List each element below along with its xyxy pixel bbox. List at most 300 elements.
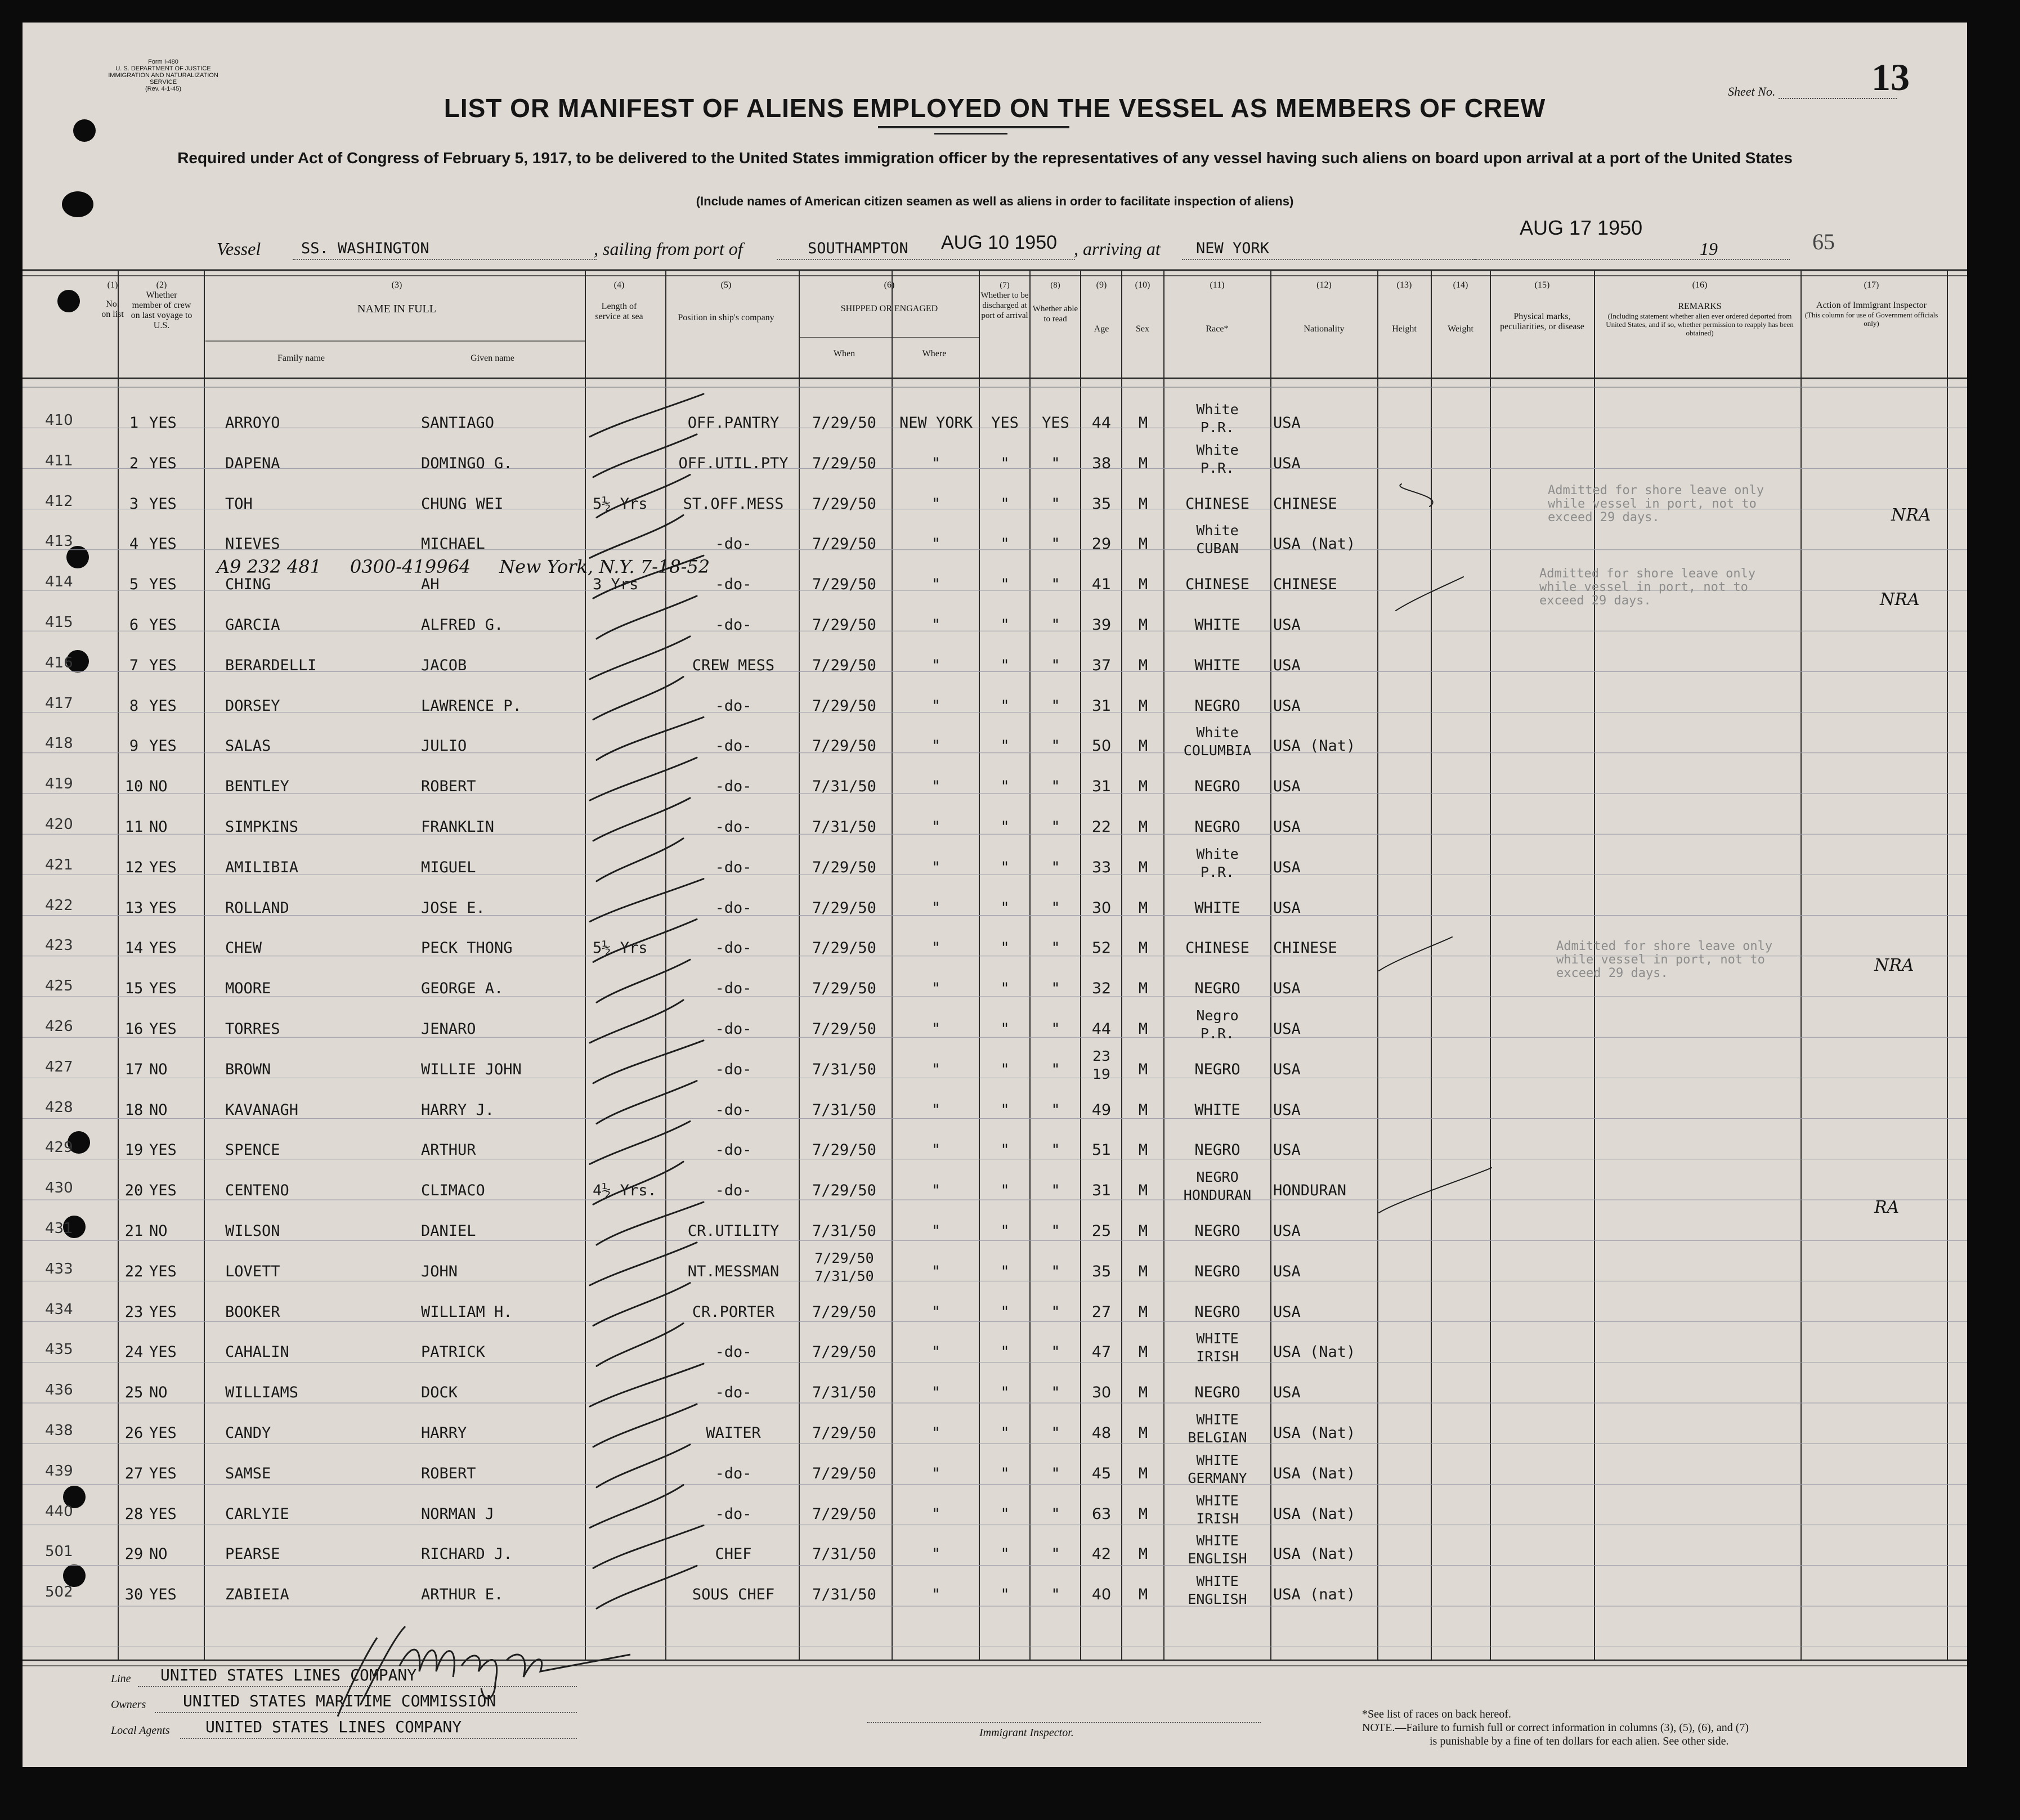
cell-when: 7/29/50: [812, 1182, 876, 1200]
cell-race: NEGRO: [1194, 778, 1240, 796]
cell-family: BENTLEY: [225, 778, 289, 796]
arriving-label: , arriving at: [1074, 239, 1161, 259]
cell-nationality: HONDURAN: [1273, 1182, 1347, 1200]
col-header-6-when: When: [833, 349, 856, 358]
cell-prev: YES: [149, 1262, 177, 1280]
cell-sex: M: [1138, 1424, 1148, 1442]
cell-where: ": [931, 1141, 941, 1159]
cell-family: LOVETT: [225, 1262, 280, 1280]
cell-age: 44: [1091, 414, 1112, 432]
remarks-note: Admitted for shore leave only while vessel in port, not to exceed 29 days.: [1539, 567, 1756, 608]
cell-race: Negro P.R.: [1196, 1007, 1239, 1042]
cell-given: HARRY J.: [421, 1101, 495, 1119]
cell-discharged: ": [1000, 899, 1010, 917]
cell-no: 17: [124, 1060, 144, 1078]
cell-where: ": [931, 1505, 941, 1523]
cell-sex: M: [1138, 1384, 1148, 1402]
cell-position: -do-: [715, 737, 752, 755]
cell-no: 28: [124, 1505, 144, 1523]
cell-sex: M: [1138, 1343, 1148, 1361]
cell-nationality: USA: [1273, 1303, 1301, 1321]
cell-read: ": [1051, 1303, 1060, 1321]
cell-discharged: ": [1000, 697, 1010, 715]
cell-where: ": [931, 737, 941, 755]
margin-number: 436: [45, 1382, 73, 1399]
cell-discharged: ": [1000, 737, 1010, 755]
owners-value: UNITED STATES MARITIME COMMISSION: [183, 1692, 496, 1710]
cell-age: 33: [1091, 858, 1112, 876]
cell-when: 7/31/50: [812, 1060, 876, 1078]
cell-no: 20: [124, 1182, 144, 1200]
cell-nationality: USA: [1273, 697, 1301, 715]
col-header-15: (15) Physical marks, peculiarities, or disease: [1500, 280, 1584, 331]
cell-when: 7/29/50: [812, 939, 876, 957]
sailing-stamp: AUG 10 1950: [941, 232, 1058, 253]
cell-race: WHITE: [1194, 1101, 1240, 1119]
cell-prev: YES: [149, 1343, 177, 1361]
cell-no: 26: [124, 1424, 144, 1442]
cell-sex: M: [1138, 576, 1148, 594]
cell-where: ": [931, 1464, 941, 1482]
cell-no: 27: [124, 1464, 144, 1482]
cell-race: White P.R.: [1196, 401, 1239, 436]
cell-discharged: ": [1000, 535, 1010, 553]
cell-family: TORRES: [225, 1020, 280, 1038]
penalty-note-cont: is punishable by a fine of ten dollars for each alien. See other side.: [1430, 1735, 1729, 1747]
cell-where: ": [931, 535, 941, 553]
cell-when: 7/29/50: [812, 1020, 876, 1038]
cell-position: CREW MESS: [692, 656, 775, 674]
cell-race: WHITE IRISH: [1196, 1330, 1239, 1365]
cell-no: 12: [124, 858, 144, 876]
cell-read: ": [1051, 778, 1060, 796]
cell-prev: YES: [149, 737, 177, 755]
cell-discharged: ": [1000, 818, 1010, 836]
cell-when: 7/31/50: [812, 778, 876, 796]
vessel-label: Vessel: [217, 239, 261, 259]
cell-read: ": [1051, 1020, 1060, 1038]
margin-number: 429: [45, 1139, 73, 1156]
cell-where: ": [931, 1060, 941, 1078]
cell-position: -do-: [715, 535, 752, 553]
cell-prev: YES: [149, 576, 177, 594]
col-header-7: (7) Whether to be discharged at port of arrival: [980, 281, 1029, 320]
cell-when: 7/29/50: [812, 616, 876, 634]
cell-given: LAWRENCE P.: [421, 697, 522, 715]
cell-when: 7/29/50: [812, 1505, 876, 1523]
cell-family: DORSEY: [225, 697, 280, 715]
cell-race: NEGRO: [1194, 1222, 1240, 1240]
cell-discharged: ": [1000, 454, 1010, 472]
cell-no: 15: [124, 980, 144, 998]
col-header-14: (14) Weight: [1448, 280, 1473, 334]
cell-given: MICHAEL: [421, 535, 485, 553]
agents-label: Local Agents: [111, 1724, 170, 1737]
cell-given: DANIEL: [421, 1222, 476, 1240]
cell-sex: M: [1138, 697, 1148, 715]
cell-prev: NO: [149, 1060, 168, 1078]
cell-no: 24: [124, 1343, 144, 1361]
cell-race: NEGRO: [1194, 980, 1240, 998]
cell-family: CANDY: [225, 1424, 271, 1442]
cell-discharged: ": [1000, 1141, 1010, 1159]
cell-discharged: ": [1000, 656, 1010, 674]
cell-service: 4½ Yrs.: [593, 1182, 657, 1200]
cell-age: 32: [1091, 980, 1112, 998]
cell-prev: YES: [149, 858, 177, 876]
cell-no: 18: [124, 1101, 144, 1119]
cell-read: ": [1051, 1464, 1060, 1482]
cell-family: ROLLAND: [225, 899, 289, 917]
cell-discharged: ": [1000, 1424, 1010, 1442]
cell-read: ": [1051, 1545, 1060, 1563]
cell-age: 31: [1091, 778, 1112, 796]
cell-nationality: USA: [1273, 778, 1301, 796]
cell-given: ARTHUR E.: [421, 1586, 504, 1604]
cell-where: ": [931, 939, 941, 957]
cell-discharged: ": [1000, 1384, 1010, 1402]
cell-given: AH: [421, 576, 440, 594]
cell-race: NEGRO: [1194, 1384, 1240, 1402]
cell-given: JULIO: [421, 737, 467, 755]
col-header-8: (8) Whether able to read: [1032, 281, 1078, 324]
cell-discharged: ": [1000, 980, 1010, 998]
cell-where: ": [931, 1424, 941, 1442]
cell-position: CR.UTILITY: [687, 1222, 780, 1240]
cell-nationality: USA: [1273, 1101, 1301, 1119]
cell-no: 2: [129, 454, 139, 472]
cell-read: ": [1051, 616, 1060, 634]
cell-given: ROBERT: [421, 1464, 476, 1482]
owners-label: Owners: [111, 1698, 146, 1711]
cell-family: SALAS: [225, 737, 271, 755]
col-header-16: (16) REMARKS (Including statement whether alien ever ordered deported from United States, and if so, whether permission to reapply has been obtained): [1606, 280, 1794, 337]
margin-number: 411: [45, 452, 73, 469]
cell-where: ": [931, 656, 941, 674]
cell-nationality: USA (Nat): [1273, 737, 1356, 755]
cell-age: 35: [1091, 1262, 1112, 1280]
sailing-label: , sailing from port of: [594, 239, 743, 259]
cell-sex: M: [1138, 1464, 1148, 1482]
cell-read: ": [1051, 1141, 1060, 1159]
cell-prev: YES: [149, 939, 177, 957]
cell-position: -do-: [715, 697, 752, 715]
cell-family: GARCIA: [225, 616, 280, 634]
margin-number: 419: [45, 775, 73, 793]
cell-when: 7/31/50: [812, 818, 876, 836]
cell-sex: M: [1138, 818, 1148, 836]
cell-when: 7/31/50: [812, 1222, 876, 1240]
cell-read: ": [1051, 737, 1060, 755]
cell-family: AMILIBIA: [225, 858, 299, 876]
cell-service: 3 Yrs: [593, 576, 639, 594]
cell-given: ROBERT: [421, 778, 476, 796]
cell-prev: YES: [149, 899, 177, 917]
cell-family: MOORE: [225, 980, 271, 998]
cell-when: 7/29/50: [812, 535, 876, 553]
cell-given: RICHARD J.: [421, 1545, 513, 1563]
cell-when: 7/29/50: [812, 414, 876, 432]
cell-nationality: USA: [1273, 1262, 1301, 1280]
col-header-1: (1) No. on list: [101, 280, 124, 319]
cell-no: 5: [129, 576, 139, 594]
cell-read: ": [1051, 1060, 1060, 1078]
col-header-2: (2) Whether member of crew on last voyage to U.S.: [131, 280, 192, 330]
cell-nationality: USA (Nat): [1273, 1343, 1356, 1361]
margin-number: 428: [45, 1099, 73, 1116]
sailing-port: SOUTHAMPTON: [808, 240, 908, 257]
cell-given: ARTHUR: [421, 1141, 476, 1159]
cell-when: 7/29/50: [812, 495, 876, 513]
cell-position: -do-: [715, 1141, 752, 1159]
cell-position: CR.PORTER: [692, 1303, 775, 1321]
col-header-6-where: Where: [922, 349, 947, 358]
cell-where: ": [931, 1343, 941, 1361]
cell-prev: YES: [149, 1182, 177, 1200]
cell-when: 7/29/50: [812, 980, 876, 998]
cell-race: NEGRO: [1194, 1262, 1240, 1280]
cell-age: 50: [1091, 737, 1112, 755]
cell-sex: M: [1138, 1182, 1148, 1200]
cell-given: DOMINGO G.: [421, 454, 513, 472]
cell-family: ZABIEIA: [225, 1586, 289, 1604]
arrival-stamp: AUG 17 1950: [1520, 216, 1643, 239]
cell-discharged: ": [1000, 858, 1010, 876]
margin-number: 430: [45, 1180, 73, 1197]
cell-when: 7/29/50: [812, 1303, 876, 1321]
cell-where: ": [931, 1101, 941, 1119]
cell-no: 10: [124, 778, 144, 796]
cell-no: 11: [124, 818, 144, 836]
cell-prev: NO: [149, 1222, 168, 1240]
cell-race: WHITE ENGLISH: [1188, 1573, 1247, 1608]
cell-where: ": [931, 1182, 941, 1200]
cell-no: 16: [124, 1020, 144, 1038]
cell-family: KAVANAGH: [225, 1101, 299, 1119]
cell-sex: M: [1138, 656, 1148, 674]
cell-age: 51: [1091, 1141, 1112, 1159]
cell-prev: YES: [149, 1464, 177, 1482]
col-header-9: (9) Age: [1094, 280, 1109, 334]
cell-read: ": [1051, 1262, 1060, 1280]
cell-where: ": [931, 1020, 941, 1038]
cell-race: NEGRO: [1194, 1060, 1240, 1078]
cell-race: White P.R.: [1196, 845, 1239, 880]
cell-position: -do-: [715, 939, 752, 957]
inspector-action: NRA: [1880, 590, 1920, 609]
cell-where: ": [931, 1586, 941, 1604]
cell-given: DOCK: [421, 1384, 458, 1402]
cell-prev: YES: [149, 414, 177, 432]
col-header-17: (17) Action of Immigrant Inspector (This column for use of Government officials only): [1804, 280, 1938, 328]
cell-given: FRANKLIN: [421, 818, 495, 836]
cell-age: 31: [1091, 1182, 1112, 1200]
cell-discharged: ": [1000, 1101, 1010, 1119]
cell-read: YES: [1042, 414, 1069, 432]
cell-position: WAITER: [706, 1424, 761, 1442]
inspector-action: NRA: [1891, 505, 1931, 525]
cell-read: ": [1051, 899, 1060, 917]
cell-no: 19: [124, 1141, 144, 1159]
cell-given: JOHN: [421, 1262, 458, 1280]
pen-slash: [1396, 577, 1463, 611]
cell-given: JOSE E.: [421, 899, 485, 917]
cell-family: BOOKER: [225, 1303, 280, 1321]
cell-nationality: USA: [1273, 616, 1301, 634]
cell-prev: YES: [149, 1020, 177, 1038]
cell-nationality: USA (Nat): [1273, 1424, 1356, 1442]
races-note: *See list of races on back hereof.: [1362, 1708, 1511, 1720]
cell-position: SOUS CHEF: [692, 1586, 775, 1604]
cell-family: CARLYIE: [225, 1505, 289, 1523]
cell-read: ": [1051, 656, 1060, 674]
margin-number: 412: [45, 492, 73, 510]
cell-given: PECK THONG: [421, 939, 513, 957]
cell-given: GEORGE A.: [421, 980, 504, 998]
pen-slash: [1400, 484, 1432, 506]
cell-age: 37: [1091, 656, 1112, 674]
cell-family: BROWN: [225, 1060, 271, 1078]
arriving-port: NEW YORK: [1196, 240, 1270, 257]
cell-given: ALFRED G.: [421, 616, 504, 634]
cell-when: 7/29/50: [812, 737, 876, 755]
cell-discharged: ": [1000, 1182, 1010, 1200]
margin-number: 502: [45, 1584, 73, 1601]
margin-number: 420: [45, 816, 73, 833]
vessel-name: SS. WASHINGTON: [301, 240, 429, 257]
cell-no: 14: [124, 939, 144, 957]
cell-family: CAHALIN: [225, 1343, 289, 1361]
margin-number: 417: [45, 694, 73, 712]
cell-prev: YES: [149, 1586, 177, 1604]
page-title: LIST OR MANIFEST OF ALIENS EMPLOYED ON THE VESSEL AS MEMBERS OF CREW: [444, 93, 1546, 123]
page-subnote: (Include names of American citizen seamen as well as aliens in order to facilitate inspection of aliens): [696, 194, 1294, 208]
cell-prev: YES: [149, 1424, 177, 1442]
cell-position: -do-: [715, 576, 752, 594]
cell-discharged: ": [1000, 1262, 1010, 1280]
pen-slash: [1379, 937, 1452, 971]
cell-given: JENARO: [421, 1020, 476, 1038]
cell-discharged: ": [1000, 1545, 1010, 1563]
cell-when: 7/29/50: [812, 454, 876, 472]
cell-prev: YES: [149, 495, 177, 513]
cell-prev: YES: [149, 616, 177, 634]
cell-discharged: ": [1000, 1020, 1010, 1038]
cell-position: -do-: [715, 1060, 752, 1078]
cell-read: ": [1051, 535, 1060, 553]
cell-read: ": [1051, 1505, 1060, 1523]
cell-race: NEGRO: [1194, 818, 1240, 836]
cell-discharged: ": [1000, 778, 1010, 796]
cell-age: 48: [1091, 1424, 1112, 1442]
cell-discharged: YES: [991, 414, 1019, 432]
cell-family: SAMSE: [225, 1464, 271, 1482]
cell-where: ": [931, 454, 941, 472]
cell-sex: M: [1138, 1141, 1148, 1159]
cell-service: 5½ Yrs: [593, 939, 648, 957]
cell-race: WHITE: [1194, 899, 1240, 917]
cell-nationality: USA (Nat): [1273, 1505, 1356, 1523]
cell-no: 3: [129, 495, 139, 513]
cell-read: ": [1051, 1424, 1060, 1442]
cell-when: 7/29/50: [812, 1424, 876, 1442]
cell-no: 1: [129, 414, 139, 432]
cell-family: WILLIAMS: [225, 1384, 299, 1402]
cell-nationality: USA: [1273, 1222, 1301, 1240]
cell-when: 7/29/50: [812, 576, 876, 594]
cell-sex: M: [1138, 1101, 1148, 1119]
cell-prev: NO: [149, 1545, 168, 1563]
cell-position: CHEF: [715, 1545, 752, 1563]
cell-where: ": [931, 1262, 941, 1280]
cell-position: -do-: [715, 1464, 752, 1482]
cell-race: White P.R.: [1196, 441, 1239, 476]
cell-read: ": [1051, 858, 1060, 876]
cell-discharged: ": [1000, 1505, 1010, 1523]
cell-when: 7/29/50: [812, 1343, 876, 1361]
cell-where: ": [931, 495, 941, 513]
cell-nationality: USA (nat): [1273, 1586, 1356, 1604]
margin-number: 425: [45, 978, 73, 995]
cell-position: -do-: [715, 1343, 752, 1361]
cell-no: 21: [124, 1222, 144, 1240]
col-header-13: (13) Height: [1392, 280, 1417, 334]
cell-family: BERARDELLI: [225, 656, 317, 674]
cell-given: WILLIAM H.: [421, 1303, 513, 1321]
cell-prev: NO: [149, 778, 168, 796]
cell-age: 30: [1091, 899, 1112, 917]
cell-position: -do-: [715, 818, 752, 836]
cell-nationality: CHINESE: [1273, 939, 1337, 957]
cell-read: ": [1051, 1222, 1060, 1240]
cell-position: OFF.PANTRY: [687, 414, 780, 432]
pen-slash: [1379, 1168, 1492, 1213]
form-identifier: Form I-480 U. S. DEPARTMENT OF JUSTICE IMMIGRATION AND NATURALIZATION SERVICE (Rev. 4-1-45): [108, 59, 218, 92]
col-header-6: (6) SHIPPED OR ENGAGED: [840, 280, 938, 313]
cell-nationality: USA (Nat): [1273, 1464, 1356, 1482]
cell-position: -do-: [715, 1384, 752, 1402]
cell-sex: M: [1138, 980, 1148, 998]
cell-age: 41: [1091, 576, 1112, 594]
cell-when: 7/29/50: [812, 858, 876, 876]
cell-sex: M: [1138, 1505, 1148, 1523]
cell-sex: M: [1138, 939, 1148, 957]
col-header-5: (5) Position in ship's company: [678, 280, 774, 322]
cell-age: 52: [1091, 939, 1112, 957]
penalty-note: NOTE.—Failure to furnish full or correct information in columns (3), (5), (6), and (7): [1362, 1722, 1749, 1734]
cell-race: NEGRO: [1194, 1141, 1240, 1159]
cell-read: ": [1051, 1586, 1060, 1604]
inspector-underline: [867, 1722, 1261, 1723]
page-subtitle: Required under Act of Congress of February 5, 1917, to be delivered to the United States immigration officer by the representatives of any vessel having such aliens on board upon arrival at a port of the United States: [177, 149, 1793, 167]
cell-race: WHITE: [1194, 656, 1240, 674]
cell-family: DAPENA: [225, 454, 280, 472]
sheet-number: 13: [1871, 56, 1910, 98]
cell-read: ": [1051, 454, 1060, 472]
cell-prev: YES: [149, 980, 177, 998]
cell-family: CHEW: [225, 939, 262, 957]
cell-position: -do-: [715, 778, 752, 796]
cell-when: 7/29/50: [812, 697, 876, 715]
cell-sex: M: [1138, 616, 1148, 634]
cell-age: 63: [1091, 1505, 1112, 1523]
col-header-10: (10) Sex: [1135, 280, 1150, 334]
cell-position: -do-: [715, 1020, 752, 1038]
agents-value: UNITED STATES LINES COMPANY: [205, 1718, 462, 1736]
cell-when: 7/29/50: [812, 899, 876, 917]
cell-when: 7/29/50 7/31/50: [814, 1249, 874, 1284]
cell-given: NORMAN J: [421, 1505, 495, 1523]
